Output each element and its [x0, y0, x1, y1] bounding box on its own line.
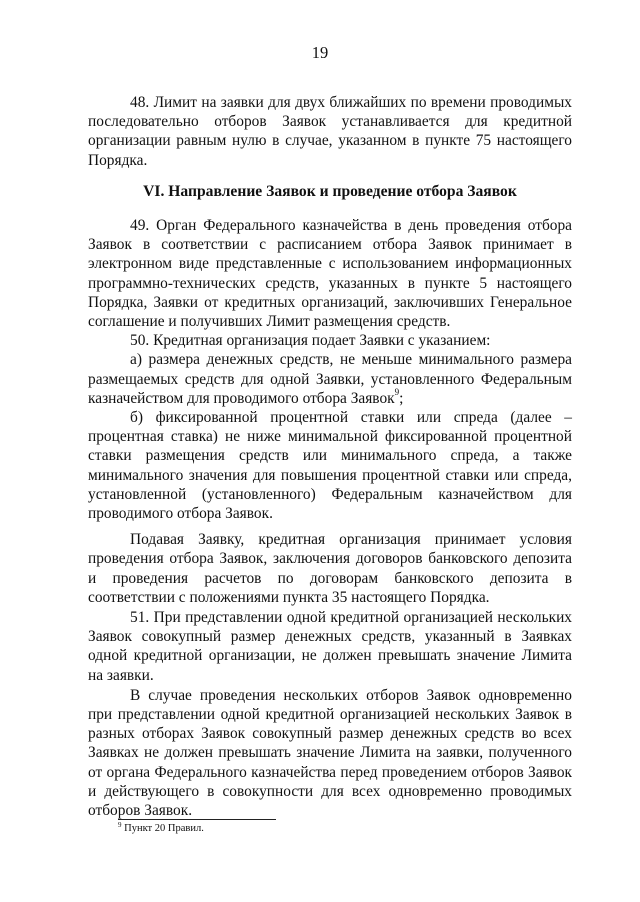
paragraph-51-b: В случае проведения нескольких отборов Заявок одновременно при представлении одной кредитной организацией нескольких Заявок в разных отборах Заявок совокупный размер денежных средств во всех Заявках не должен превышать значение Лимита на заявки, полученного от органа Федерального казначейства перед проведением отборов Заявок и действующего в совокупности для всех одновременно проводимых отборов Заявок.: [88, 686, 572, 820]
paragraph-50: 50. Кредитная организация подает Заявки с указанием:: [130, 332, 491, 350]
body-text-main: [88, 216, 572, 820]
section-title: VI. Направление Заявок и проведение отбора Заявок: [143, 183, 517, 200]
footnote-separator: [118, 819, 276, 820]
footnote-text: Пункт 20 Правил.: [121, 823, 204, 834]
paragraph-49: 49. Орган Федерального казначейства в день проведения отбора Заявок в соответствии с расписанием отбора Заявок принимает в электронном виде представленные с использованием информационных программно-технических средств, указанных в пункте 5 настоящего Порядка, Заявки от кредитных организаций, заключивших Генеральное соглашение и получивших Лимит размещения средств.: [88, 217, 572, 331]
paragraph-50-a-text: а) размера денежных средств, не меньше минимального размера размещаемых средств для одной Заявки, установленного Федеральным казначейством для проводимого отбора Заявок: [88, 351, 572, 407]
body-text-upper: [88, 93, 572, 170]
footnote: [118, 823, 204, 834]
paragraph-48: 48. Лимит на заявки для двух ближайших по времени проводимых последовательно отборов Заявок устанавливается для кредитной организации равным нулю в случае, указанном в пункте 75 настоящего Порядка.: [88, 94, 572, 169]
paragraph-50-b: б) фиксированной процентной ставки или спреда (далее – процентная ставка) не ниже минимальной фиксированной процентной ставки размещения средств или минимального спреда, а также минимального значения для повышения процентной ставки или спреда, установленной (установленного) Федеральным казначейством для проводимого отбора Заявок.: [88, 409, 572, 523]
paragraph-50-a-end: ;: [399, 389, 404, 407]
page-number: 19: [311, 43, 329, 62]
paragraph-50-a: [88, 350, 572, 408]
footnote-ref-9: 9: [394, 386, 400, 397]
paragraph-50-c: Подавая Заявку, кредитная организация принимает условия проведения отбора Заявок, заключения договоров банковского депозита и проведения расчетов по договорам банковского депозита в соответствии с положениями пункта 35 настоящего Порядка.: [88, 531, 572, 606]
footnote-number: 9: [118, 821, 122, 829]
paragraph-51: 51. При представлении одной кредитной организацией нескольких Заявок совокупный размер денежных средств, указанный в Заявках одной кредитной организации, не должен превышать значение Лимита на заявки.: [88, 609, 572, 684]
